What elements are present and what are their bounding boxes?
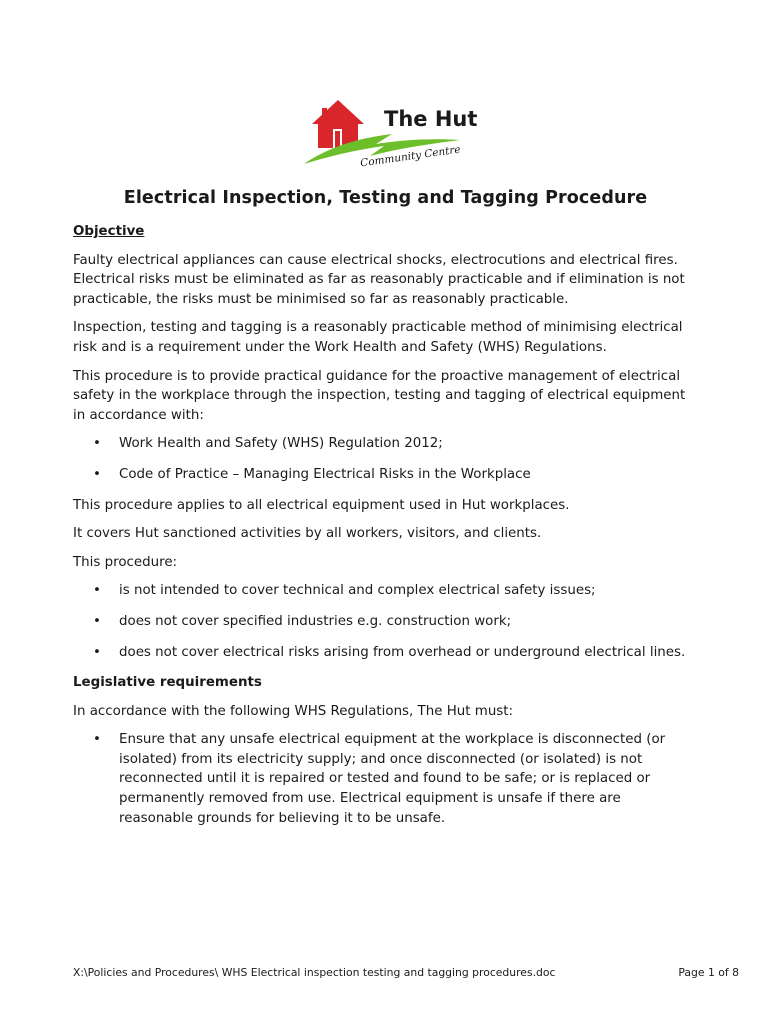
bullet-icon: •: [93, 732, 101, 748]
list-item-text: Ensure that any unsafe electrical equipment at the workplace is disconnected (or isolated) from its electricity supply; and once disconnected (or isolated) is not reconnected until it is repaired or tested and found to be safe; or is replaced or permanently removed from use. Electrical equipment is unsafe if there are reasonable grounds for believing it to be unsafe.: [119, 732, 666, 826]
legislative-intro: In accordance with the following WHS Regulations, The Hut must:: [73, 703, 514, 719]
bullet-icon: •: [93, 613, 101, 629]
list-item-text: does not cover specified industries e.g. construction work;: [119, 613, 512, 629]
bullet-icon: •: [93, 466, 101, 482]
list-item-text: is not intended to cover technical and complex electrical safety issues;: [119, 583, 596, 599]
legislative-list: [73, 730, 698, 828]
list-item-text: Code of Practice – Managing Electrical Risks in the Workplace: [119, 466, 531, 482]
covers-paragraph: It covers Hut sanctioned activities by all workers, visitors, and clients.: [73, 526, 542, 542]
logo-name: The Hut: [384, 107, 478, 131]
list-item: [73, 643, 698, 663]
objective-heading: Objective: [73, 224, 145, 239]
objective-paragraph-1: Faulty electrical appliances can cause electrical shocks, electrocutions and electrical fires. Electrical risks must be eliminated as far as reasonably practicable and if elimination is not practicable, the risks must be minimised so far as reasonably practicable.: [73, 252, 685, 307]
list-item: [73, 612, 698, 632]
procedure-intro: This procedure:: [73, 554, 178, 570]
list-item: [73, 581, 698, 601]
objective-paragraph-2: Inspection, testing and tagging is a reasonably practicable method of minimising electrical risk and is a requirement under the Work Health and Safety (WHS) Regulations.: [73, 320, 683, 355]
file-path: X:\Policies and Procedures\ WHS Electrical inspection testing and tagging procedures.doc: [73, 966, 556, 979]
list-item-text: does not cover electrical risks arising from overhead or underground electrical lines.: [119, 644, 686, 660]
document-body: [73, 186, 698, 839]
page-number: Page 1 of 8: [678, 966, 739, 979]
procedure-list: [73, 581, 698, 662]
legislative-heading: Legislative requirements: [73, 675, 262, 691]
list-item: [73, 730, 698, 828]
list-item: [73, 465, 698, 485]
bullet-icon: •: [93, 583, 101, 599]
list-item: [73, 434, 698, 454]
document-title: Electrical Inspection, Testing and Tagging Procedure: [123, 188, 648, 208]
bullet-icon: •: [93, 436, 101, 452]
logo-tagline: Community Centre: [359, 143, 462, 170]
objective-paragraph-3: This procedure is to provide practical guidance for the proactive management of electrical safety in the workplace through the inspection, testing and tagging of electrical equipment in accordance with:: [73, 368, 686, 423]
accordance-list: [73, 434, 698, 484]
list-item-text: Work Health and Safety (WHS) Regulation 2012;: [119, 436, 443, 452]
bullet-icon: •: [93, 644, 101, 660]
the-hut-logo: [300, 98, 478, 170]
applies-paragraph: This procedure applies to all electrical equipment used in Hut workplaces.: [73, 497, 570, 513]
